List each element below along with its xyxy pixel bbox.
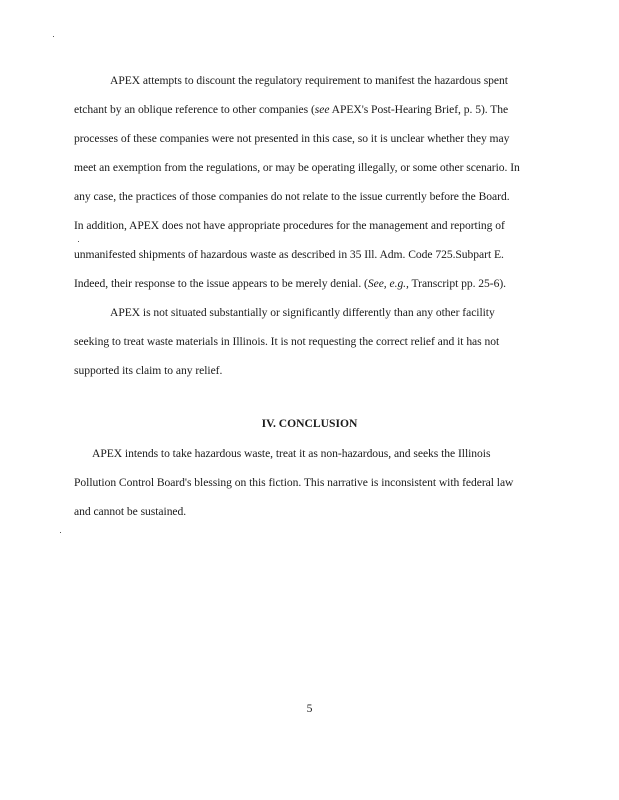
paragraph-2-line-2: seeking to treat waste materials in Illinois. It is not requesting the correct relief and it has not [74, 335, 500, 348]
paragraph-1-line-3: processes of these companies were not presented in this case, so it is unclear whether they may [74, 132, 510, 145]
paragraph-1-line-5: any case, the practices of those companies do not relate to the issue currently before the Board. [74, 190, 510, 203]
italic-text-run: see [314, 103, 330, 116]
text-run: etchant by an oblique reference to other companies ( [74, 103, 315, 116]
paragraph-3-line-1: APEX intends to take hazardous waste, treat it as non-hazardous, and seeks the Illinois [92, 447, 491, 460]
text-run: Transcript pp. 25-6). [408, 277, 507, 290]
paragraph-1-line-1: APEX attempts to discount the regulatory requirement to manifest the hazardous spent [110, 74, 508, 87]
text-run: Indeed, their response to the issue appears to be merely denial. ( [74, 277, 368, 290]
text-run: APEX's Post-Hearing Brief, p. 5). The [329, 103, 509, 116]
paragraph-2-line-3: supported its claim to any relief. [74, 364, 223, 377]
paragraph-2-line-1: APEX is not situated substantially or significantly differently than any other facility [110, 306, 495, 319]
paragraph-1-line-4: meet an exemption from the regulations, or may be operating illegally, or some other scenario. In [74, 161, 520, 174]
paragraph-3-line-3: and cannot be sustained. [74, 505, 187, 518]
paragraph-1-line-6: In addition, APEX does not have appropriate procedures for the management and reporting of [74, 219, 505, 232]
paragraph-1-line-2 [74, 103, 508, 117]
page-number: 5 [306, 702, 313, 715]
scan-speck [53, 36, 54, 37]
section-heading: IV. CONCLUSION [261, 417, 358, 430]
scan-speck [60, 532, 61, 533]
paragraph-1-line-7: unmanifested shipments of hazardous waste as described in 35 Ill. Adm. Code 725.Subpart E. [74, 248, 504, 261]
paragraph-3-line-2: Pollution Control Board's blessing on this fiction. This narrative is inconsistent with federal law [74, 476, 514, 489]
italic-text-run: See, e.g., [367, 277, 409, 290]
paragraph-1-line-8 [74, 277, 506, 291]
scan-speck [78, 241, 79, 242]
